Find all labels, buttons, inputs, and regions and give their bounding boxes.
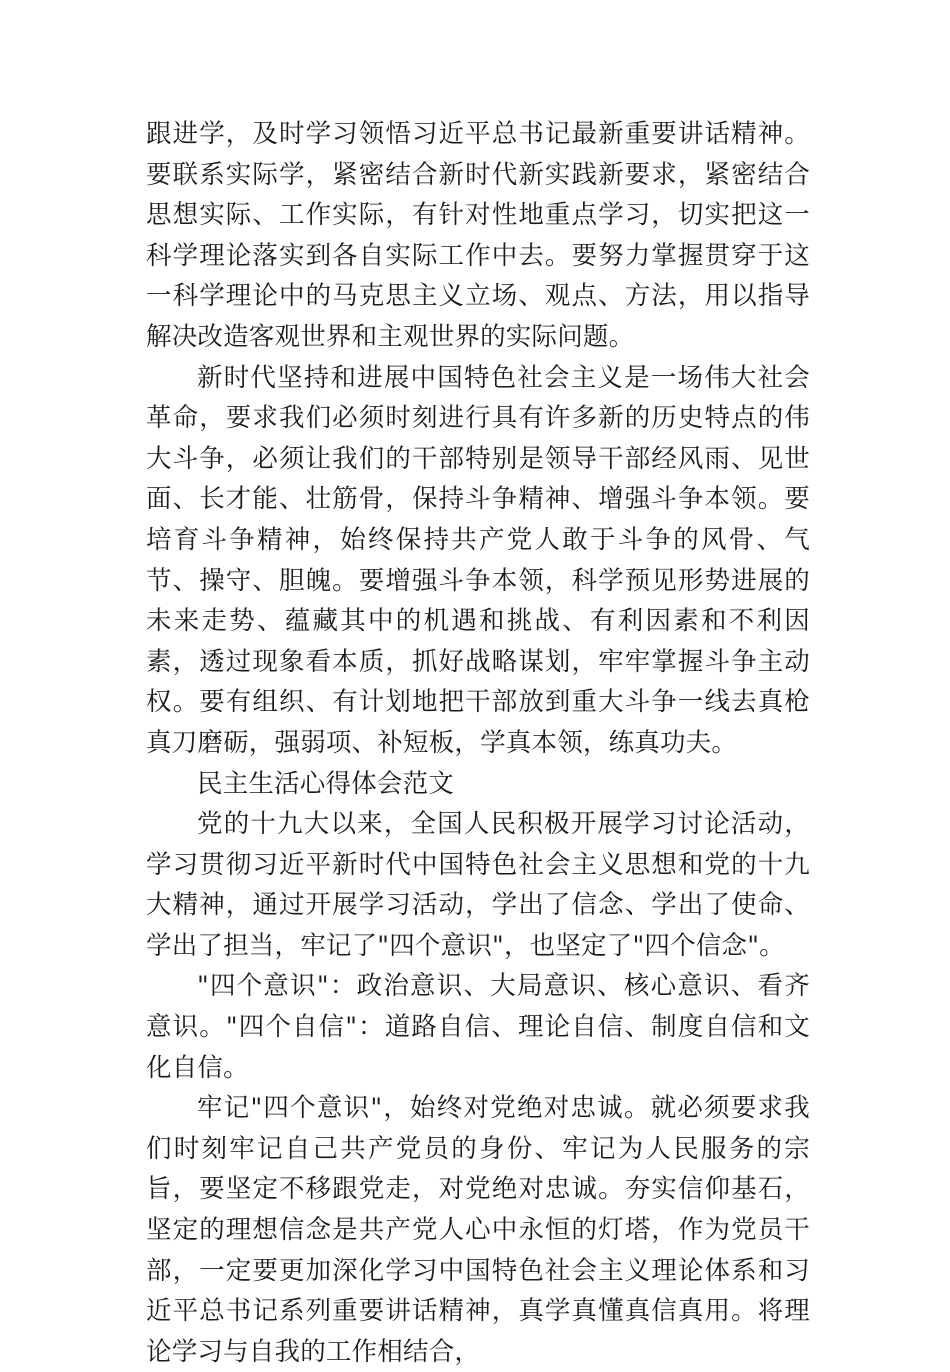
paragraph-four-consciousness: "四个意识"：政治意识、大局意识、核心意识、看齐意识。"四个自信"：道路自信、理论自信、制度自信和文化自信。 [146, 971, 810, 1083]
paragraph-study-activities: 党的十九大以来，全国人民积极开展学习讨论活动，学习贯彻习近平新时代中国特色社会主义思想和党的十九大精神，通过开展学习活动，学出了信念、学出了使命、学出了担当，牢记了"四个意识"，也坚定了"四个信念"。 [146, 809, 810, 961]
paragraph-loyalty: 牢记"四个意识"，始终对党绝对忠诚。就必须要求我们时刻牢记自己共产党员的身份、牢记为人民服务的宗旨，要坚定不移跟党走，对党绝对忠诚。夯实信仰基石，坚定的理想信念是共产党人心中永恒的灯塔，作为党员干部，一定要更加深化学习中国特色社会主义理论体系和习近平总书记系列重要讲话精神，真学真懂真信真用。将理论学习与自我的工作相结合， [146, 1093, 810, 1367]
section-heading: 民主生活心得体会范文 [197, 768, 455, 799]
document-body [146, 114, 810, 1372]
paragraph-struggle: 新时代坚持和进展中国特色社会主义是一场伟大社会革命，要求我们必须时刻进行具有许多新的历史特点的伟大斗争，必须让我们的干部特别是领导干部经风雨、见世面、长才能、壮筋骨，保持斗争精神、增强斗争本领。要培育斗争精神，始终保持共产党人敢于斗争的风骨、气节、操守、胆魄。要增强斗争本领，科学预见形势进展的未来走势、蕴藏其中的机遇和挑战、有利因素和不利因素，透过现象看本质，抓好战略谋划，牢牢掌握斗争主动权。要有组织、有计划地把干部放到重大斗争一线去真枪真刀磨砺，强弱项、补短板，学真本领，练真功夫。 [146, 362, 810, 758]
paragraph-continued: 跟进学，及时学习领悟习近平总书记最新重要讲话精神。要联系实际学，紧密结合新时代新实践新要求，紧密结合思想实际、工作实际，有针对性地重点学习，切实把这一科学理论落实到各自实际工作中去。要努力掌握贯穿于这一科学理论中的马克思主义立场、观点、方法，用以指导解决改造客观世界和主观世界的实际问题。 [146, 119, 810, 352]
